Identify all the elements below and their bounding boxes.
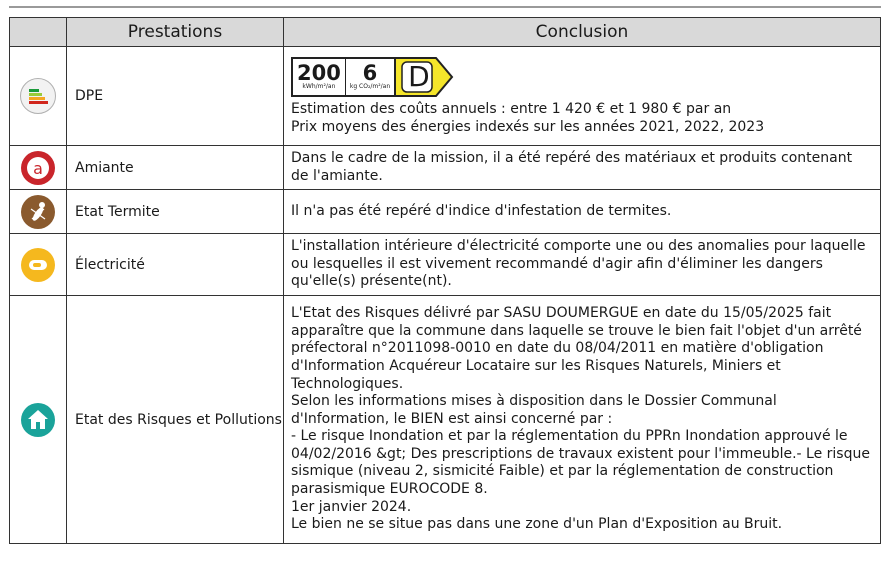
row-name-electricite: Électricité bbox=[67, 234, 284, 296]
icon-cell bbox=[10, 296, 67, 544]
row-name-termite: Etat Termite bbox=[67, 190, 284, 234]
dpe-badge bbox=[291, 57, 874, 97]
icon-cell bbox=[10, 190, 67, 234]
svg-text:a: a bbox=[33, 158, 43, 178]
ges-unit: kg CO₂/m²/an bbox=[349, 83, 391, 91]
energy-value: 200 bbox=[297, 61, 341, 86]
row-name-erp: Etat des Risques et Pollutions bbox=[67, 296, 284, 544]
table-row-amiante bbox=[10, 146, 881, 190]
row-conclusion-erp bbox=[284, 296, 881, 544]
erp-paragraph-2: Selon les informations mises à disposition dans le Dossier Communal d'Information, le BIEN est ainsi concerné par : bbox=[291, 393, 777, 427]
energy-bars-icon bbox=[20, 78, 56, 114]
diagnostics-summary-table bbox=[9, 17, 881, 544]
icon-cell bbox=[10, 47, 67, 146]
header-prestations: Prestations bbox=[67, 18, 284, 47]
energy-unit: kWh/m²/an bbox=[302, 83, 336, 91]
row-name-dpe: DPE bbox=[67, 47, 284, 146]
table-header-row bbox=[10, 18, 881, 47]
table-row-termite bbox=[10, 190, 881, 234]
row-conclusion-dpe bbox=[284, 47, 881, 146]
house-risk-icon bbox=[21, 403, 55, 437]
table-row-dpe bbox=[10, 47, 881, 146]
ges-value: 6 bbox=[362, 61, 378, 86]
erp-paragraph-3: - Le risque Inondation et par la réglementation du PPRn Inondation approuvé le 04/02/2016 &gt; Des prescriptions de travaux existent pour l'immeuble.- Le risque sismique (niveau 2, sismicité Faible) et par la réglementation de construction parasismique EUROCODE 8. bbox=[291, 428, 870, 498]
header-conclusion: Conclusion bbox=[284, 18, 881, 47]
icon-cell bbox=[10, 234, 67, 296]
dpe-class-letter: D bbox=[408, 60, 430, 94]
row-conclusion-amiante: Dans le cadre de la mission, il a été repéré des matériaux et produits contenant de l'amiante. bbox=[284, 146, 881, 190]
termite-icon bbox=[21, 195, 55, 229]
row-conclusion-electricite: L'installation intérieure d'électricité comporte une ou des anomalies pour laquelle ou lesquelles il est vivement recommandé d'agir afin d'éliminer les dangers qu'elle(s) présente(nt). bbox=[284, 234, 881, 296]
dpe-energy-prices: Prix moyens des énergies indexés sur les années 2021, 2022, 2023 bbox=[291, 119, 765, 135]
icon-cell bbox=[10, 146, 67, 190]
table-row-electricite bbox=[10, 234, 881, 296]
row-conclusion-termite: Il n'a pas été repéré d'indice d'infestation de termites. bbox=[284, 190, 881, 234]
asbestos-a-icon bbox=[21, 151, 55, 185]
dpe-values-box bbox=[291, 57, 396, 97]
erp-paragraph-5: Le bien ne se situe pas dans une zone d'un Plan d'Exposition au Bruit. bbox=[291, 516, 783, 533]
erp-paragraph-4: 1er janvier 2024. bbox=[291, 498, 412, 515]
table-row-erp bbox=[10, 296, 881, 544]
dpe-class-arrow bbox=[394, 57, 454, 97]
erp-paragraph-1: L'Etat des Risques délivré par SASU DOUMERGUE en date du 15/05/2025 fait apparaître que la commune dans laquelle se trouve le bien fait l'objet d'un arrêté préfectoral n°2011098-0010 en date du 08/04/2011 en matière d'obligation d'Information Acquéreur Locataire sur les Risques Naturels, Miniers et Technologiques. bbox=[291, 305, 862, 392]
top-rule bbox=[9, 6, 881, 8]
row-name-amiante: Amiante bbox=[67, 146, 284, 190]
dpe-cost-estimate: Estimation des coûts annuels : entre 1 420 € et 1 980 € par an bbox=[291, 101, 732, 118]
header-icon-cell bbox=[10, 18, 67, 47]
electric-plug-icon bbox=[21, 248, 55, 282]
